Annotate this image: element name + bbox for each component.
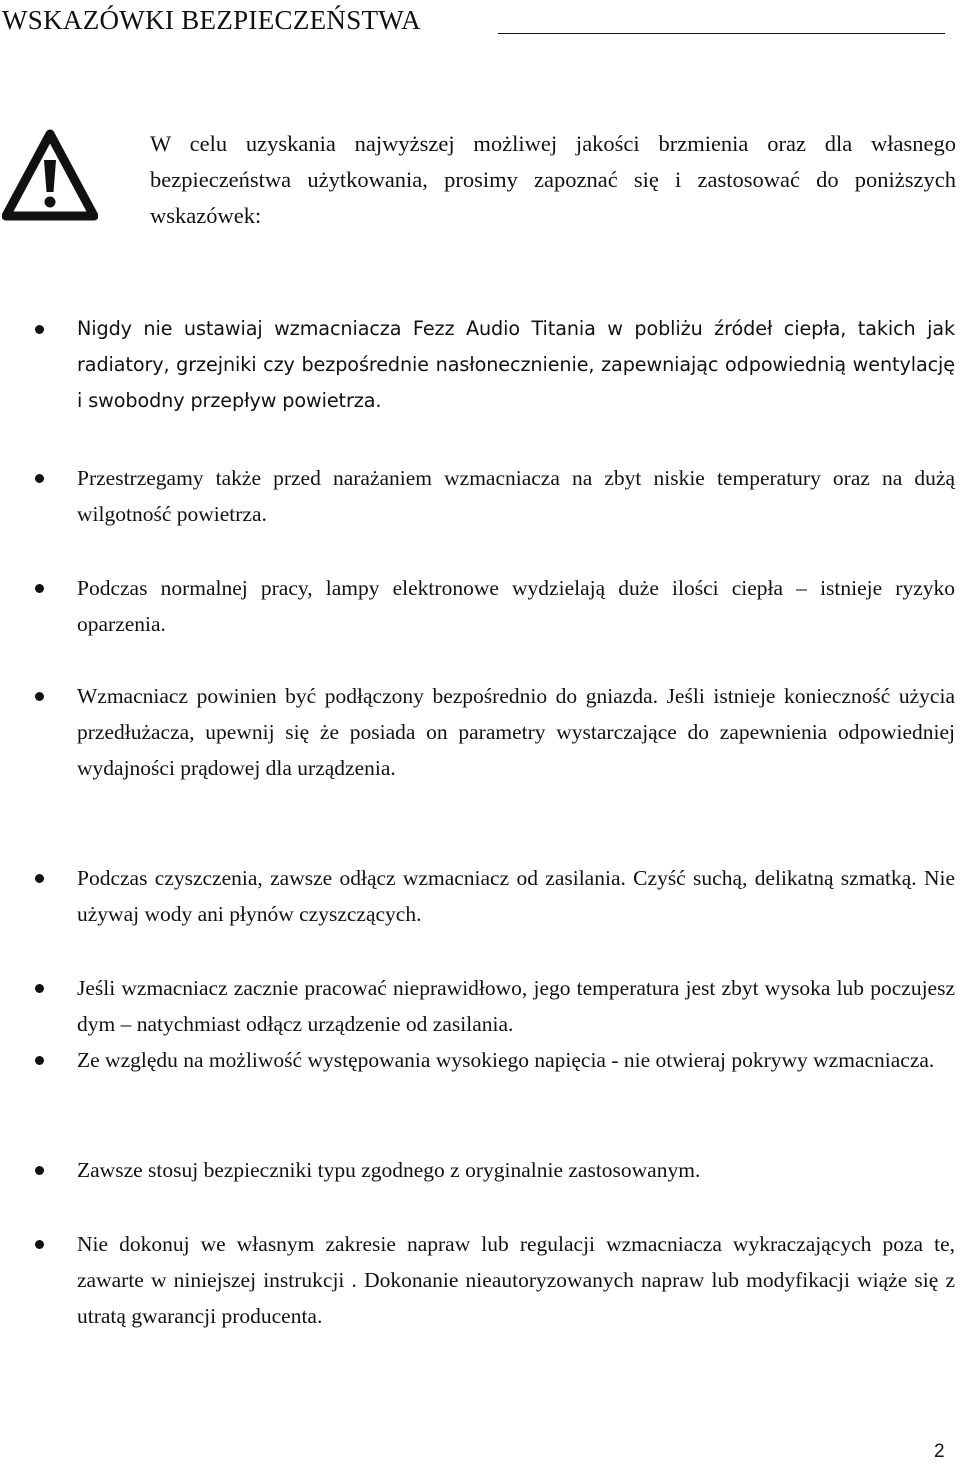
bullet-dot-icon (35, 1240, 44, 1249)
list-item-text: Przestrzegamy także przed narażaniem wzmacniacza na zbyt niskie temperatury oraz na dużą wilgotność powietrza. (77, 466, 955, 526)
list-item-text: Ze względu na możliwość występowania wysokiego napięcia - nie otwieraj pokrywy wzmacniacza. (77, 1048, 935, 1072)
list-item-text: Podczas normalnej pracy, lampy elektronowe wydzielają duże ilości ciepła – istnieje ryzyko oparzenia. (77, 576, 955, 636)
bullet-dot-icon (35, 584, 44, 593)
list-item-text: Nigdy nie ustawiaj wzmacniacza Fezz Audio Titania w pobliżu źródeł ciepła, takich jak radiatory, grzejniki czy bezpośrednie nasłonecznienie, zapewniając odpowiednią wentylację i swobodny przepływ powietrza. (77, 317, 955, 412)
bullet-dot-icon (35, 874, 44, 883)
bullet-dot-icon (35, 325, 44, 334)
bullet-dot-icon (35, 692, 44, 701)
bullet-dot-icon (35, 984, 44, 993)
page-number: 2 (934, 1441, 945, 1462)
list-item-text: Nie dokonuj we własnym zakresie napraw lub regulacji wzmacniacza wykraczających poza te, zawarte w niniejszej instrukcji . Dokonanie nieautoryzowanych napraw lub modyfikacji wiąże się z utratą gwarancji producenta. (77, 1232, 955, 1328)
bullet-dot-icon (35, 474, 44, 483)
page-title: WSKAZÓWKI BEZPIECZEŃSTWA (2, 5, 421, 35)
list-item-text: Zawsze stosuj bezpieczniki typu zgodnego z oryginalnie zastosowanym. (77, 1158, 701, 1182)
bullet-dot-icon (35, 1056, 44, 1065)
list-item-text: Podczas czyszczenia, zawsze odłącz wzmacniacz od zasilania. Czyść suchą, delikatną szmatką. Nie używaj wody ani płynów czyszczących. (77, 866, 955, 926)
intro-paragraph: W celu uzyskania najwyższej możliwej jakości brzmienia oraz dla własnego bezpieczeństwa użytkowania, prosimy zapoznać się i zastosować do poniższych wskazówek: (150, 131, 956, 228)
bullet-dot-icon (35, 1166, 44, 1175)
list-item-text: Wzmacniacz powinien być podłączony bezpośrednio do gniazda. Jeśli istnieje konieczność użycia przedłużacza, upewnij się że posiada on parametry wystarczające do zapewnienia odpowiedniej wydajności prądowej dla urządzenia. (77, 684, 955, 780)
list-item-text: Jeśli wzmacniacz zacznie pracować nieprawidłowo, jego temperatura jest zbyt wysoka lub poczujesz dym – natychmiast odłącz urządzenie od zasilania. (77, 976, 955, 1036)
